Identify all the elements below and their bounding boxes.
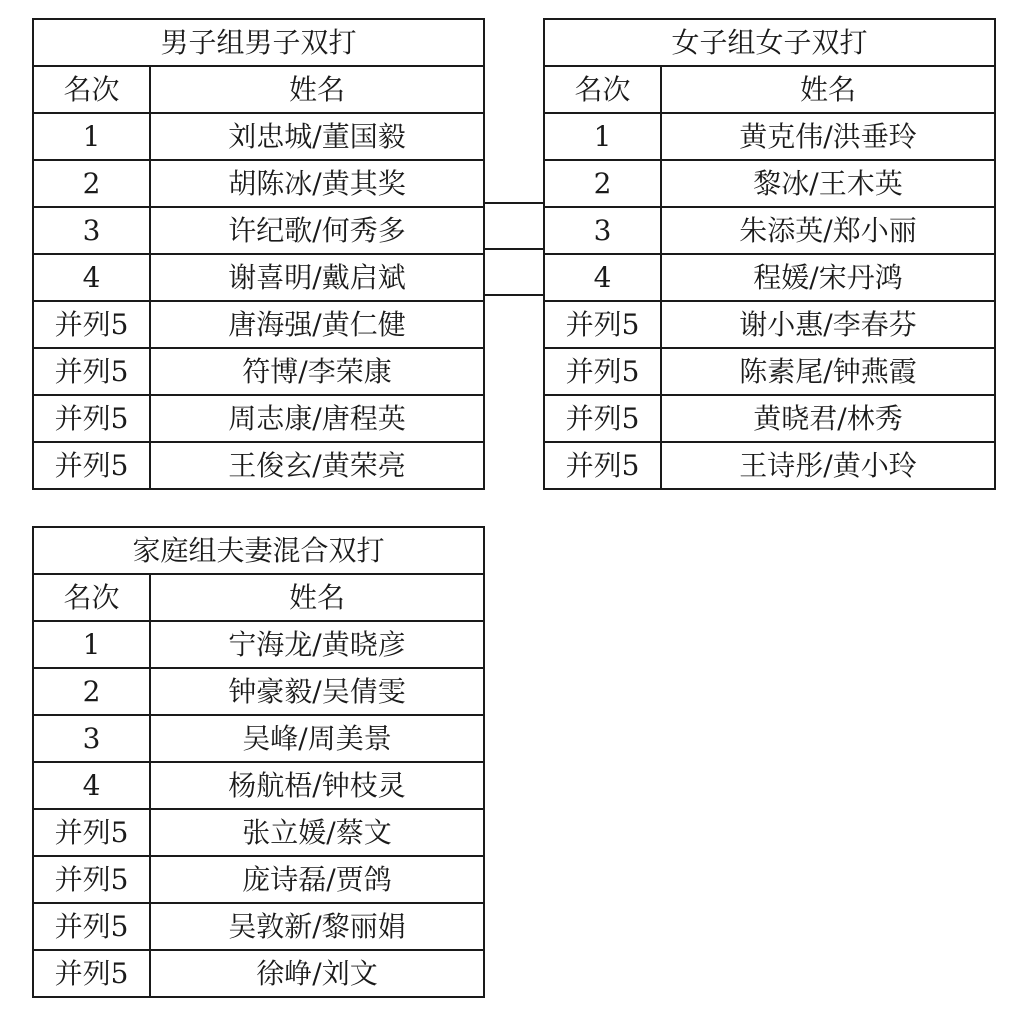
table-row	[33, 395, 484, 442]
rank-cell: 2	[544, 160, 661, 207]
name-cell: 王诗彤/黄小玲	[661, 442, 995, 489]
table-row	[33, 207, 484, 254]
table-header-row	[33, 66, 484, 113]
name-cell: 杨航梧/钟枝灵	[150, 762, 484, 809]
name-header: 姓名	[150, 574, 484, 621]
name-cell: 陈素尾/钟燕霞	[661, 348, 995, 395]
rank-cell: 1	[544, 113, 661, 160]
connector-line	[483, 248, 543, 250]
name-cell: 庞诗磊/贾鸽	[150, 856, 484, 903]
rank-cell: 3	[33, 207, 150, 254]
name-cell: 唐海强/黄仁健	[150, 301, 484, 348]
name-cell: 宁海龙/黄晓彦	[150, 621, 484, 668]
name-header: 姓名	[150, 66, 484, 113]
table-row	[33, 621, 484, 668]
rank-cell: 并列5	[33, 856, 150, 903]
rank-cell: 并列5	[544, 348, 661, 395]
table-row	[33, 348, 484, 395]
rank-cell: 4	[33, 254, 150, 301]
table-row	[33, 160, 484, 207]
table-row	[33, 715, 484, 762]
table-row	[33, 903, 484, 950]
table-row	[33, 856, 484, 903]
name-cell: 徐峥/刘文	[150, 950, 484, 997]
table-row	[544, 301, 995, 348]
rank-cell: 1	[33, 621, 150, 668]
name-cell: 黄克伟/洪垂玲	[661, 113, 995, 160]
table-row	[33, 950, 484, 997]
table-row	[33, 762, 484, 809]
table-row	[544, 254, 995, 301]
connector-line	[483, 202, 543, 204]
table-row	[33, 254, 484, 301]
name-cell: 张立媛/蔡文	[150, 809, 484, 856]
mens-doubles-table	[32, 18, 485, 490]
rank-header: 名次	[33, 574, 150, 621]
table-row	[33, 809, 484, 856]
rank-cell: 并列5	[33, 809, 150, 856]
table-row	[33, 301, 484, 348]
rank-cell: 并列5	[33, 301, 150, 348]
name-cell: 周志康/唐程英	[150, 395, 484, 442]
rank-cell: 3	[33, 715, 150, 762]
rank-cell: 并列5	[544, 395, 661, 442]
rank-cell: 3	[544, 207, 661, 254]
rank-cell: 并列5	[33, 950, 150, 997]
table-row	[544, 442, 995, 489]
table-title-row	[544, 19, 995, 66]
name-cell: 许纪歌/何秀多	[150, 207, 484, 254]
table-row	[544, 207, 995, 254]
rank-cell: 并列5	[33, 903, 150, 950]
rank-cell: 并列5	[544, 301, 661, 348]
table-header-row	[33, 574, 484, 621]
table-row	[544, 160, 995, 207]
name-cell: 钟豪毅/吴倩雯	[150, 668, 484, 715]
rank-header: 名次	[544, 66, 661, 113]
name-cell: 谢喜明/戴启斌	[150, 254, 484, 301]
name-header: 姓名	[661, 66, 995, 113]
name-cell: 符博/李荣康	[150, 348, 484, 395]
rank-cell: 并列5	[33, 442, 150, 489]
rank-header: 名次	[33, 66, 150, 113]
rank-cell: 并列5	[33, 395, 150, 442]
rank-cell: 2	[33, 160, 150, 207]
name-cell: 谢小惠/李春芬	[661, 301, 995, 348]
name-cell: 黄晓君/林秀	[661, 395, 995, 442]
table-title: 家庭组夫妻混合双打	[33, 527, 484, 574]
table-row	[33, 668, 484, 715]
name-cell: 黎冰/王木英	[661, 160, 995, 207]
rank-cell: 4	[544, 254, 661, 301]
womens-doubles-table	[543, 18, 996, 490]
table-row	[33, 442, 484, 489]
table-title: 男子组男子双打	[33, 19, 484, 66]
table-row	[544, 395, 995, 442]
name-cell: 刘忠城/董国毅	[150, 113, 484, 160]
name-cell: 王俊玄/黄荣亮	[150, 442, 484, 489]
name-cell: 吴峰/周美景	[150, 715, 484, 762]
name-cell: 胡陈冰/黄其奖	[150, 160, 484, 207]
table-row	[33, 113, 484, 160]
mixed-doubles-table	[32, 526, 485, 998]
table-header-row	[544, 66, 995, 113]
rank-cell: 2	[33, 668, 150, 715]
rank-cell: 并列5	[544, 442, 661, 489]
table-row	[544, 113, 995, 160]
name-cell: 朱添英/郑小丽	[661, 207, 995, 254]
connector-line	[483, 294, 543, 296]
table-title: 女子组女子双打	[544, 19, 995, 66]
name-cell: 吴敦新/黎丽娟	[150, 903, 484, 950]
name-cell: 程媛/宋丹鸿	[661, 254, 995, 301]
table-title-row	[33, 19, 484, 66]
rank-cell: 并列5	[33, 348, 150, 395]
table-title-row	[33, 527, 484, 574]
table-row	[544, 348, 995, 395]
rank-cell: 4	[33, 762, 150, 809]
rank-cell: 1	[33, 113, 150, 160]
